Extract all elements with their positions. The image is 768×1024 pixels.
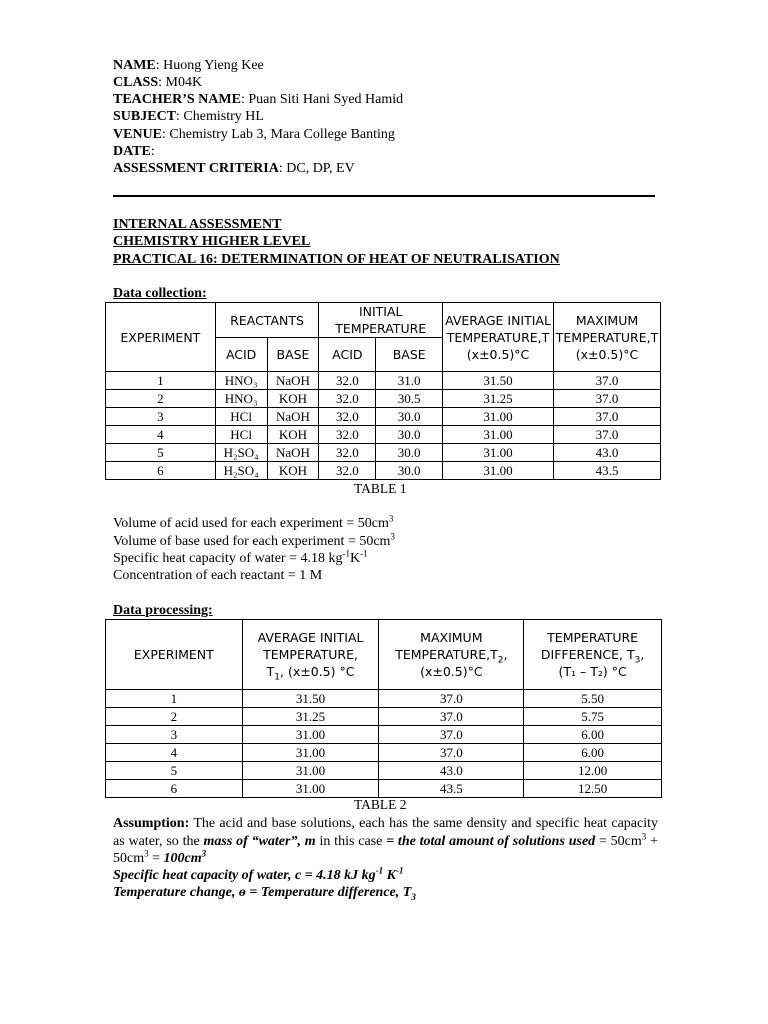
- cell-base: NaOH: [267, 444, 319, 462]
- cell-avg: 31.00: [443, 462, 554, 480]
- assumption-mass-water: mass of “water”, m: [203, 833, 316, 849]
- col-max-temp-unit: (x±0.5)°C: [575, 346, 639, 362]
- col-reactants: REACTANTS: [215, 303, 319, 338]
- cell-exp: 5: [106, 762, 243, 780]
- cell-avg: 31.50: [242, 690, 379, 708]
- venue-label: VENUE: [113, 127, 163, 142]
- base-volume-note: [113, 533, 395, 550]
- cell-base: NaOH: [267, 372, 319, 390]
- col-experiment: EXPERIMENT: [106, 303, 216, 372]
- assumption-paragraph: [113, 815, 658, 868]
- dp-col-avg-initial-t: T: [266, 664, 275, 679]
- cell-diff: 6.00: [524, 744, 662, 762]
- table-row: [106, 744, 662, 762]
- class-value: : M04K: [158, 75, 203, 90]
- col-acid-temp: ACID: [319, 338, 376, 372]
- cell-t-base: 31.0: [376, 372, 443, 390]
- cell-max: 43.5: [554, 462, 661, 480]
- dp-col-avg-initial-text: AVERAGE INITIAL TEMPERATURE,: [257, 630, 364, 662]
- cell-avg: 31.00: [443, 444, 554, 462]
- acid-volume-exp: 3: [388, 513, 394, 524]
- teacher-label: TEACHER’S NAME: [113, 92, 241, 107]
- cell-exp: 2: [106, 390, 216, 408]
- cell-diff: 5.50: [524, 690, 662, 708]
- criteria-label: ASSESSMENT CRITERIA: [113, 161, 279, 176]
- name-value: : Huong Yieng Kee: [155, 58, 264, 73]
- shc-line-text: Specific heat capacity of water, c = 4.18 kJ kg: [113, 868, 376, 883]
- shc-k: K: [349, 551, 361, 566]
- temp-change-line: [113, 884, 416, 901]
- cell-avg: 31.25: [242, 708, 379, 726]
- shc-line-exp-1: -1: [375, 865, 384, 876]
- dp-col-diff: [524, 620, 662, 690]
- cell-exp: 3: [106, 408, 216, 426]
- data-collection-heading: Data collection:: [113, 286, 207, 301]
- cell-diff: 12.00: [524, 762, 662, 780]
- cell-t-acid: 32.0: [319, 426, 376, 444]
- cell-acid: HNO₃: [215, 372, 267, 390]
- cell-max: 43.5: [379, 780, 524, 798]
- cell-avg: 31.00: [443, 426, 554, 444]
- cell-t-acid: 32.0: [319, 372, 376, 390]
- shc-text: Specific heat capacity of water = 4.18 kg: [113, 551, 343, 566]
- cell-base: KOH: [267, 426, 319, 444]
- cell-acid: H₂SO₄: [215, 462, 267, 480]
- cell-t-acid: 32.0: [319, 408, 376, 426]
- cell-base: NaOH: [267, 408, 319, 426]
- teacher-value: : Puan Siti Hani Syed Hamid: [240, 92, 404, 107]
- table-row: [106, 444, 661, 462]
- subject-line: [113, 108, 264, 125]
- cell-max: 43.0: [379, 762, 524, 780]
- dp-col-experiment: EXPERIMENT: [106, 620, 243, 690]
- dp-col-diff-comma: ,: [640, 647, 645, 662]
- col-max-temp-text: MAXIMUM TEMPERATURE,T: [555, 312, 659, 345]
- cell-avg: 31.00: [242, 726, 379, 744]
- cell-acid: H₂SO₄: [215, 444, 267, 462]
- cell-exp: 6: [106, 780, 243, 798]
- cell-t-acid: 32.0: [319, 444, 376, 462]
- dp-col-diff-formula: (T₁ – T₂) °C: [558, 664, 627, 679]
- cell-diff: 6.00: [524, 726, 662, 744]
- shc-exp-1: -1: [342, 548, 350, 559]
- cell-max: 43.0: [554, 444, 661, 462]
- subject-value: : Chemistry HL: [176, 109, 264, 124]
- cell-exp: 1: [106, 690, 243, 708]
- table-row: [106, 408, 661, 426]
- assumption-text-2: in this case: [315, 833, 387, 849]
- base-volume-text: Volume of base used for each experiment = 50cm: [113, 534, 391, 549]
- assumption-text-4: + 50cm: [113, 833, 658, 866]
- table-row: [106, 762, 662, 780]
- cell-max: 37.0: [554, 408, 661, 426]
- table-row: [106, 462, 661, 480]
- data-processing-table: [105, 619, 662, 798]
- table-row: [106, 372, 661, 390]
- data-processing-heading: Data processing:: [113, 603, 213, 618]
- col-base-temp: BASE: [376, 338, 443, 372]
- venue-value: : Chemistry Lab 3, Mara College Banting: [162, 127, 395, 142]
- cell-base: KOH: [267, 462, 319, 480]
- table-row: [106, 426, 661, 444]
- divider: [113, 195, 655, 197]
- title-line-2: CHEMISTRY HIGHER LEVEL: [113, 234, 311, 249]
- dp-col-avg-initial-unit: , (x±0.5) °C: [280, 664, 355, 679]
- table-row: [106, 690, 662, 708]
- dp-col-max-temp-unit: (x±0.5)°C: [420, 664, 483, 679]
- col-base: BASE: [267, 338, 319, 372]
- col-acid: ACID: [215, 338, 267, 372]
- cell-acid: HCl: [215, 408, 267, 426]
- cell-t-base: 30.0: [376, 408, 443, 426]
- dp-col-diff-sub: 3: [634, 655, 641, 666]
- cell-avg: 31.00: [242, 762, 379, 780]
- title-line-3: PRACTICAL 16: DETERMINATION OF HEAT OF NEUTRALISATION: [113, 252, 560, 267]
- shc-line-k: K: [383, 868, 396, 883]
- assumption-exp-1: 3: [641, 830, 647, 841]
- assumption-exp-3: 3: [201, 848, 207, 859]
- cell-exp: 6: [106, 462, 216, 480]
- col-max-temp: [554, 303, 661, 372]
- table-row: [106, 726, 662, 744]
- cell-t-acid: 32.0: [319, 462, 376, 480]
- cell-max: 37.0: [379, 744, 524, 762]
- acid-volume-text: Volume of acid used for each experiment = 50cm: [113, 516, 389, 531]
- concentration-note: Concentration of each reactant = 1 M: [113, 568, 323, 583]
- cell-t-base: 30.0: [376, 426, 443, 444]
- table-2-caption: TABLE 2: [354, 797, 407, 812]
- cell-acid: HNO₃: [215, 390, 267, 408]
- title-line-1: INTERNAL ASSESSMENT: [113, 217, 282, 232]
- table-1-caption: TABLE 1: [354, 481, 407, 496]
- cell-base: KOH: [267, 390, 319, 408]
- cell-exp: 3: [106, 726, 243, 744]
- shc-line: [113, 867, 404, 884]
- dp-col-max-temp: [379, 620, 524, 690]
- name-label: NAME: [113, 58, 156, 73]
- cell-max: 37.0: [379, 690, 524, 708]
- cell-avg: 31.00: [242, 780, 379, 798]
- criteria-line: [113, 160, 355, 177]
- temp-change-text: Temperature change, ɵ = Temperature difference, T: [113, 885, 412, 900]
- shc-exp-2: -1: [360, 548, 368, 559]
- cell-exp: 4: [106, 426, 216, 444]
- venue-line: [113, 126, 395, 143]
- cell-acid: HCl: [215, 426, 267, 444]
- data-collection-table: [105, 302, 661, 480]
- cell-exp: 2: [106, 708, 243, 726]
- name-line: [113, 57, 264, 74]
- cell-diff: 5.75: [524, 708, 662, 726]
- assumption-text-5: =: [148, 851, 164, 866]
- class-label: CLASS: [113, 75, 159, 90]
- criteria-value: : DC, DP, EV: [278, 161, 355, 176]
- dp-col-max-temp-comma: ,: [503, 647, 508, 662]
- acid-volume-note: [113, 515, 393, 532]
- date-label: DATE: [113, 144, 151, 159]
- cell-exp: 5: [106, 444, 216, 462]
- table-row: [106, 780, 662, 798]
- assumption-text-1: The acid and base solutions, each has the same density and specific heat capacity as water, so the: [113, 816, 658, 849]
- table-row: [106, 390, 661, 408]
- dp-col-max-temp-text: MAXIMUM TEMPERATURE,T: [395, 630, 498, 662]
- teacher-line: [113, 91, 403, 108]
- base-volume-exp: 3: [390, 531, 395, 542]
- cell-t-base: 30.5: [376, 390, 443, 408]
- date-value: :: [150, 144, 155, 159]
- assumption-result: 100cm: [163, 851, 202, 866]
- cell-avg: 31.25: [443, 390, 554, 408]
- cell-t-base: 30.0: [376, 444, 443, 462]
- cell-diff: 12.50: [524, 780, 662, 798]
- assumption-label: Assumption:: [113, 816, 190, 831]
- cell-avg: 31.00: [443, 408, 554, 426]
- cell-t-base: 30.0: [376, 462, 443, 480]
- cell-max: 37.0: [554, 372, 661, 390]
- col-avg-initial-text: AVERAGE INITIAL TEMPERATURE,T: [445, 312, 551, 345]
- cell-max: 37.0: [379, 708, 524, 726]
- subject-label: SUBJECT: [113, 109, 177, 124]
- dp-col-avg-initial-sub: 1: [274, 672, 281, 683]
- shc-note: [113, 550, 368, 567]
- col-avg-initial-unit: (x±0.5)°C: [466, 346, 530, 362]
- assumption-eq-total: = the total amount of solutions used: [386, 833, 596, 849]
- assumption-text-3: = 50cm: [595, 833, 642, 849]
- cell-max: 37.0: [554, 390, 661, 408]
- dp-col-diff-text: TEMPERATURE DIFFERENCE, T: [540, 630, 639, 662]
- cell-exp: 1: [106, 372, 216, 390]
- cell-avg: 31.50: [443, 372, 554, 390]
- dp-col-max-temp-sub: 2: [497, 655, 504, 666]
- cell-t-acid: 32.0: [319, 390, 376, 408]
- cell-max: 37.0: [554, 426, 661, 444]
- cell-exp: 4: [106, 744, 243, 762]
- table-row: [106, 708, 662, 726]
- col-initial-temp: INITIAL TEMPERATURE: [319, 303, 443, 338]
- date-line: [113, 143, 155, 160]
- dp-col-avg-initial: [242, 620, 379, 690]
- class-line: [113, 74, 202, 91]
- assumption-exp-2: 3: [144, 848, 149, 859]
- col-avg-initial: [443, 303, 554, 372]
- cell-max: 37.0: [379, 726, 524, 744]
- shc-line-exp-2: -1: [396, 865, 404, 876]
- temp-change-sub: 3: [411, 891, 416, 902]
- cell-avg: 31.00: [242, 744, 379, 762]
